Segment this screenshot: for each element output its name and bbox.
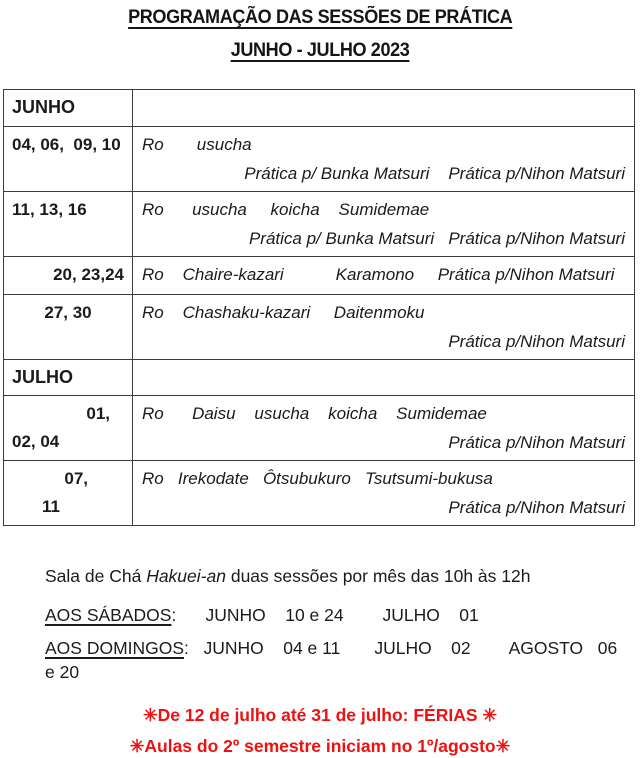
tea-room-name: Hakuei-an — [146, 566, 226, 586]
month-label-cell: JUNHO — [12, 97, 76, 117]
tea-room-info-line — [45, 564, 630, 588]
content-line: Prática p/Nihon Matsuri — [448, 433, 625, 452]
content-line: Prática p/Nihon Matsuri — [448, 498, 625, 517]
date-line: 27, 30 — [44, 303, 92, 322]
date-line: 20, 23,24 — [53, 265, 124, 284]
page-subtitle: JUNHO - JULHO 2023 — [230, 40, 410, 61]
content-line: Ro Chashaku-kazari Daitenmoku — [142, 303, 425, 322]
sundays-line — [45, 636, 630, 684]
sundays-label: AOS DOMINGOS — [45, 638, 185, 658]
dates-cell — [4, 295, 132, 359]
session-row — [4, 126, 634, 191]
semester-start-notice: ✳Aulas do 2º semestre iniciam no 1º/agosto✳ — [129, 736, 511, 756]
content-cell — [132, 461, 634, 525]
content-line: Prática p/ Bunka Matsuri Prática p/Nihon Matsuri — [248, 229, 625, 248]
saturdays-dates: JUNHO 10 e 24 JULHO 01 — [176, 605, 479, 625]
sundays-colon: : — [184, 638, 189, 658]
month-header-row — [4, 90, 634, 126]
session-row — [4, 395, 634, 460]
title-block — [0, 0, 640, 62]
content-cell — [132, 127, 634, 191]
date-line: 11, 13, 16 — [12, 200, 87, 219]
saturdays-colon: : — [171, 605, 177, 625]
dates-cell — [4, 127, 132, 191]
content-cell — [132, 360, 634, 395]
month-header-row — [4, 359, 634, 395]
tea-room-prefix: Sala de Chá — [45, 566, 147, 586]
date-line: 01, — [86, 404, 110, 423]
content-cell — [132, 295, 634, 359]
content-cell — [132, 257, 634, 294]
date-line: 11 — [42, 497, 60, 516]
month-label-cell: JULHO — [12, 367, 74, 387]
saturdays-label: AOS SÁBADOS — [45, 605, 172, 625]
content-line: Prática p/Nihon Matsuri — [448, 332, 625, 351]
date-line: 04, 06, 09, 10 — [12, 135, 121, 154]
saturdays-line — [45, 603, 630, 627]
content-cell — [132, 396, 634, 460]
content-line: Ro usucha — [142, 135, 252, 154]
content-cell — [132, 192, 634, 256]
tea-room-suffix: duas sessões por mês das 10h às 12h — [225, 566, 531, 586]
content-line: Ro usucha koicha Sumidemae — [142, 200, 430, 219]
dates-cell — [4, 396, 132, 460]
content-line: Ro Daisu usucha koicha Sumidemae — [142, 404, 487, 423]
session-row — [4, 191, 634, 256]
session-row — [4, 256, 634, 294]
session-row — [4, 460, 634, 525]
date-line: 07, — [64, 469, 88, 488]
date-line: 02, 04 — [12, 432, 60, 451]
content-line: Ro Chaire-kazari Karamono Prática p/Nihon Matsuri — [142, 265, 615, 284]
session-row — [4, 294, 634, 359]
sundays-dates: JUNHO 04 e 11 JULHO 02 AGOSTO 06 e 20 — [45, 638, 623, 682]
page-title: PROGRAMAÇÃO DAS SESSÕES DE PRÁTICA — [127, 7, 513, 28]
content-line: Ro Irekodate Ôtsubukuro Tsutsumi-bukusa — [142, 469, 493, 488]
footer-notes — [45, 564, 630, 684]
content-line: Prática p/ Bunka Matsuri Prática p/Nihon Matsuri — [244, 164, 625, 183]
content-cell — [132, 90, 634, 126]
dates-cell — [4, 461, 132, 525]
vacation-notice: ✳De 12 de julho até 31 de julho: FÉRIAS ✳ — [142, 705, 498, 725]
dates-cell — [4, 257, 132, 294]
dates-cell — [4, 192, 132, 256]
practice-schedule-table — [3, 89, 635, 526]
